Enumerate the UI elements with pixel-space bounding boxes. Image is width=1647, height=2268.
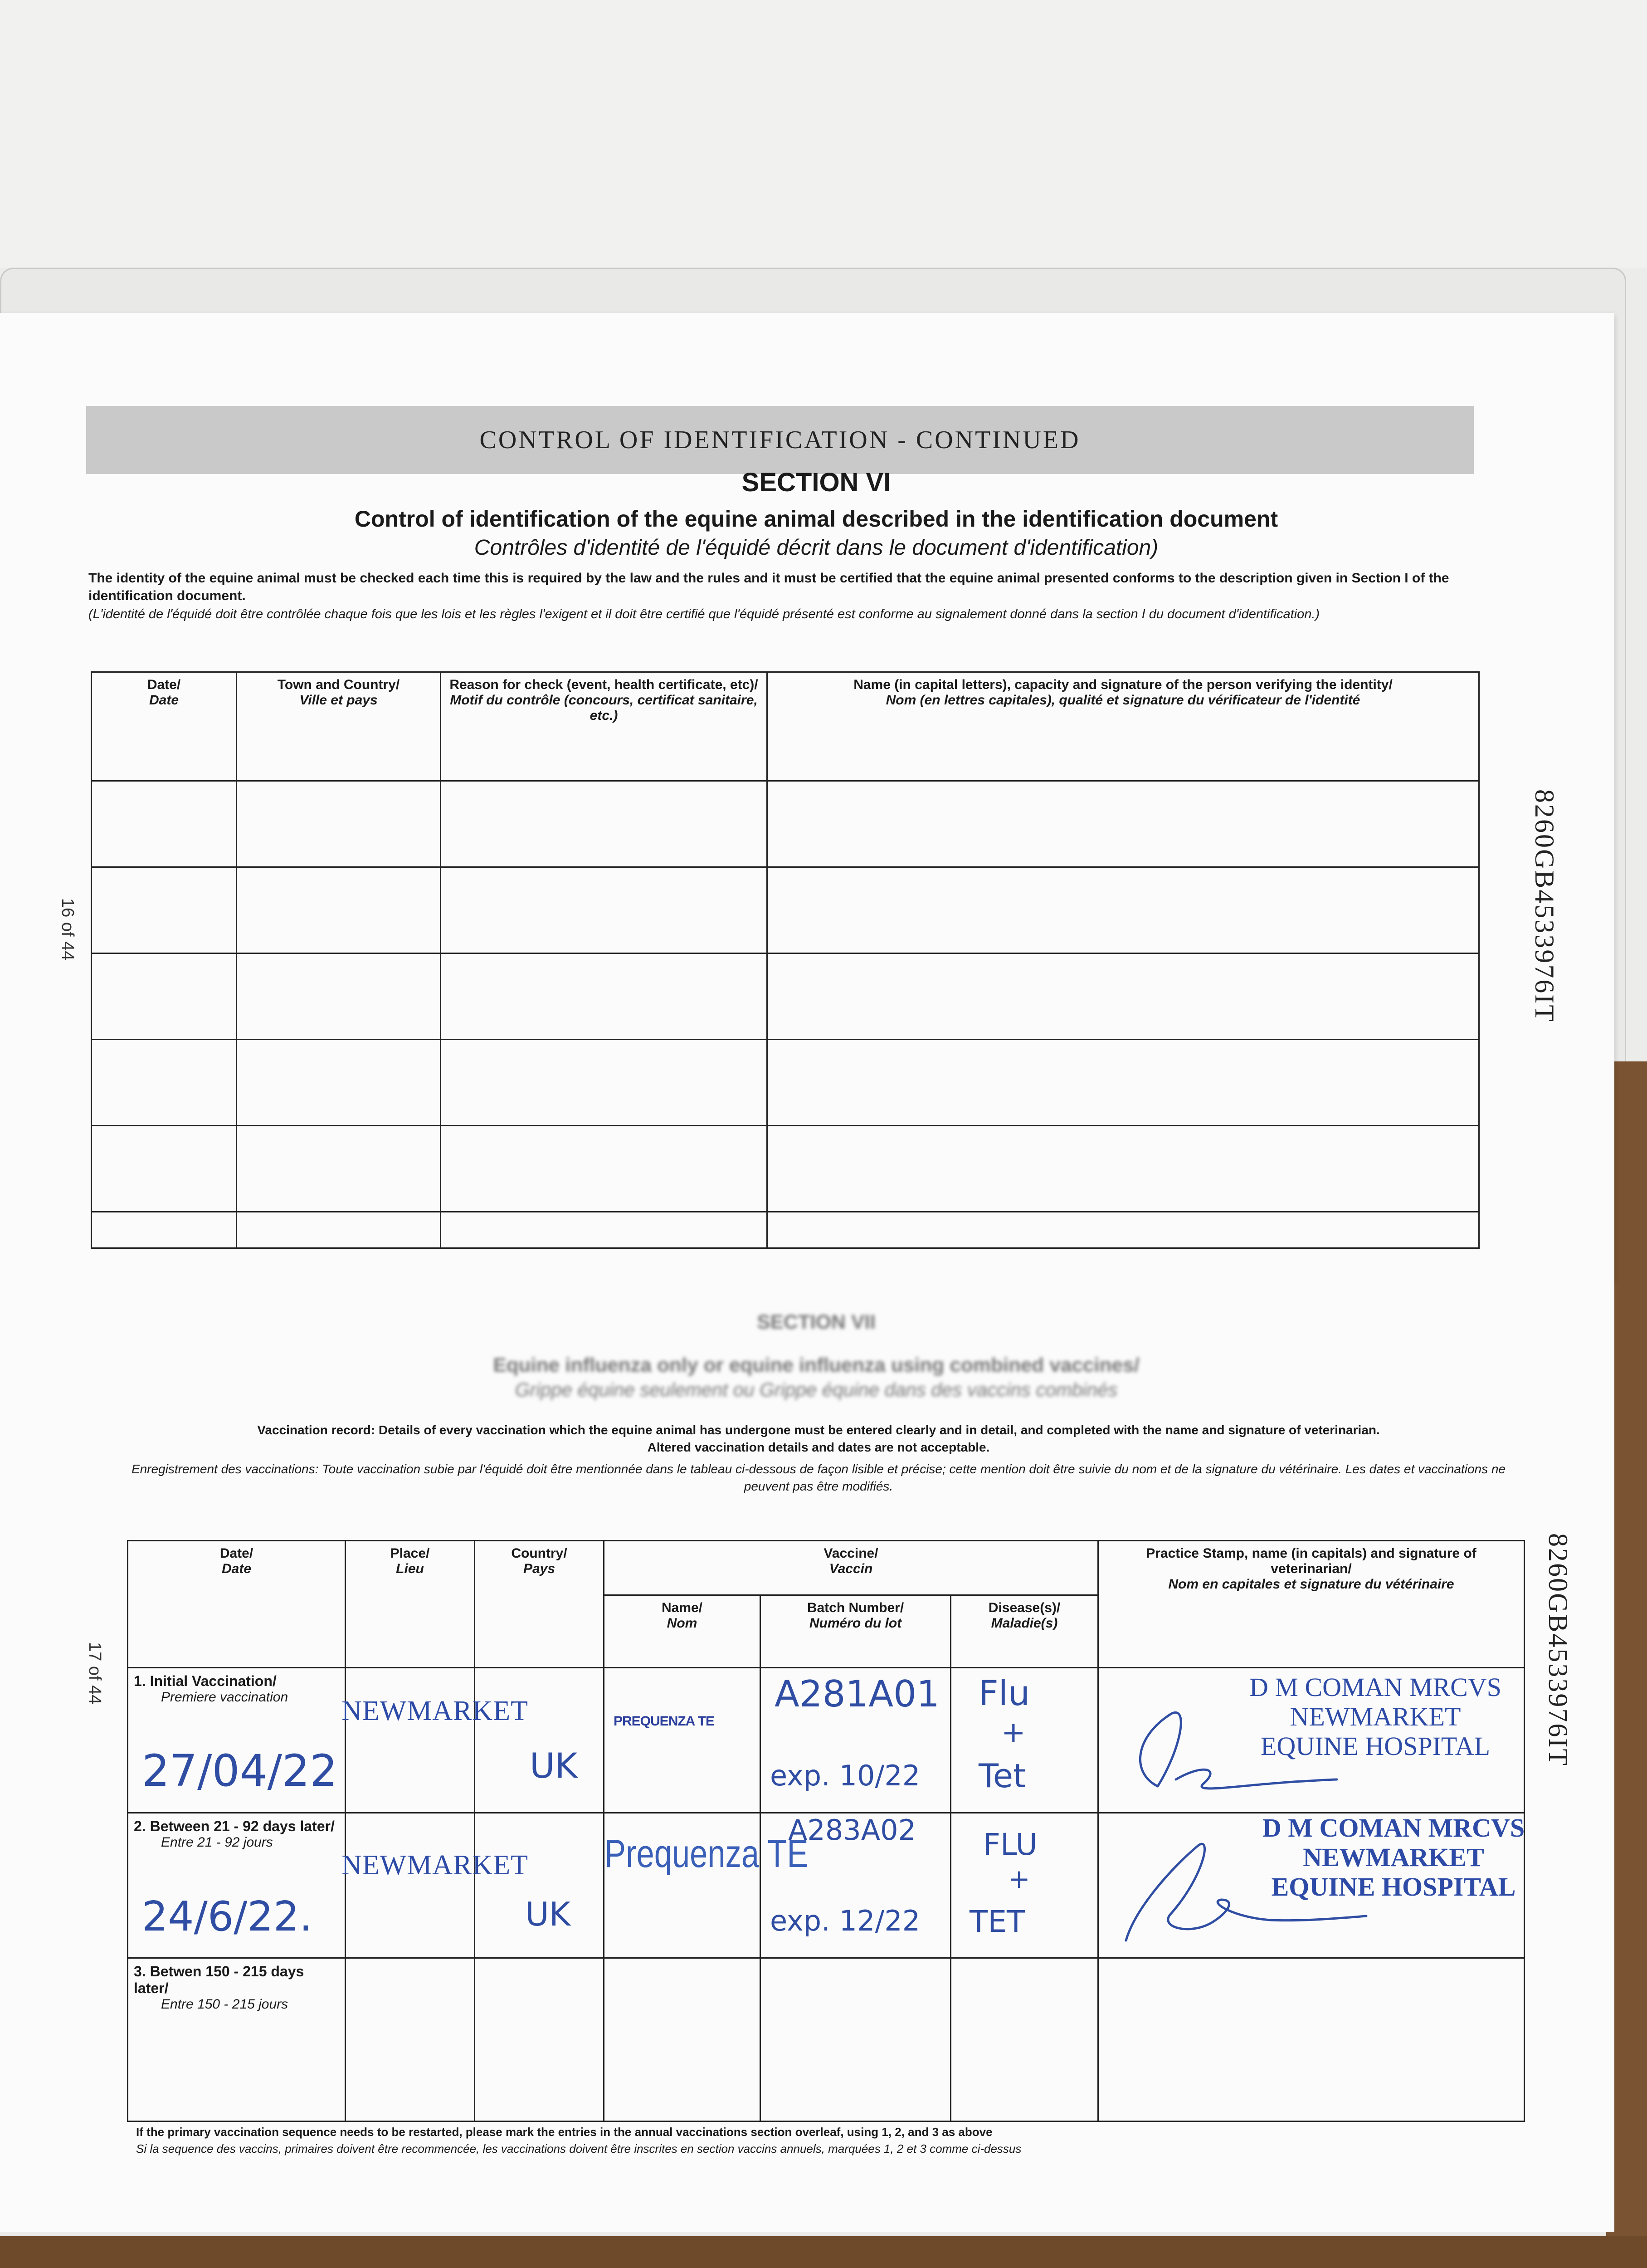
empty-cell[interactable] [767, 781, 1479, 867]
col-vaccine [604, 1541, 1098, 1595]
empty-cell[interactable] [1098, 1958, 1525, 2121]
row2-batch-value: A283A02 [788, 1813, 916, 1847]
row1-stamp-line-3: EQUINE HOSPITAL [1260, 1731, 1491, 1761]
empty-cell[interactable] [767, 867, 1479, 953]
section-vi-intro-fr: (L'identité de l'équidé doit être contrôlée chaque fois que les lois et les règles l'exigent et il doit être certifié que l'équidé présenté est conforme au signalement donné dans la section I du document d'identification.) [88, 607, 1320, 621]
empty-cell[interactable] [441, 1212, 767, 1248]
col-country-en: Country/ [511, 1546, 567, 1561]
footer-note-en: If the primary vaccination sequence needs to be restarted, please mark the entries in the annual vaccinations section overleaf, using 1, 2, and 3 as above [136, 2125, 993, 2139]
col-vaccine-fr: Vaccin [829, 1561, 873, 1576]
empty-cell[interactable] [760, 1958, 951, 2121]
table-row [92, 1126, 1479, 1212]
section-vi-intro-en: The identity of the equine animal must be checked each time this is required by the law and the rules and it must be certified that the equine animal presented conforms to the description given in Section I of the identification document. [88, 571, 1449, 603]
section-vi-heading: SECTION VI [741, 468, 891, 497]
col-town-fr: Ville et pays [299, 693, 378, 708]
vaccination-header-row-1 [128, 1541, 1525, 1595]
row1-place-stamp: NEWMARKET [341, 1696, 528, 1726]
col-verifier-fr: Nom (en lettres capitales), qualité et signature du vérificateur de l'identité [886, 693, 1360, 708]
row2-disease-1: FLU [983, 1827, 1038, 1862]
col-vaccine-en: Vaccine/ [824, 1546, 878, 1561]
section-vii-title-fr: Grippe équine seulement ou Grippe équine dans des vaccins combinés [515, 1379, 1118, 1400]
passport-serial-top: 8260GB4533976IT [1530, 789, 1559, 1023]
row1-date-value: 27/04/22 [142, 1745, 338, 1796]
row2-disease-2: TET [970, 1904, 1025, 1939]
row2-date-value: 24/6/22. [142, 1893, 312, 1941]
row1-place-cell[interactable] [341, 1668, 528, 1813]
section-vii-heading: SECTION VII [757, 1311, 876, 1333]
band-title: CONTROL OF IDENTIFICATION - CONTINUED [479, 426, 1081, 454]
row1-vaccine-name-cell[interactable] [604, 1668, 760, 1813]
row1-expiry-value: exp. 10/22 [770, 1759, 921, 1792]
row1-batch-cell[interactable] [760, 1668, 951, 1813]
row1-stamp-line-2: NEWMARKET [1290, 1701, 1461, 1731]
col-verifier [767, 672, 1479, 781]
row2-vaccine-name-cell[interactable] [604, 1813, 809, 1958]
col-verifier-en: Name (in capital letters), capacity and signature of the person verifying the identity/ [853, 677, 1393, 692]
col-disease [951, 1595, 1098, 1668]
col-name-en: Name/ [661, 1600, 703, 1615]
table-row [92, 867, 1479, 953]
row2-label-fr: Entre 21 - 92 jours [161, 1835, 273, 1850]
empty-cell[interactable] [441, 953, 767, 1040]
col-place-fr: Lieu [396, 1561, 424, 1576]
empty-cell[interactable] [92, 867, 237, 953]
row1-label-en: 1. Initial Vaccination/ [134, 1673, 277, 1689]
empty-cell[interactable] [237, 867, 441, 953]
empty-cell[interactable] [237, 1126, 441, 1212]
col-place [346, 1541, 475, 1668]
table-row [128, 1958, 1525, 2121]
identity-check-header-row [92, 672, 1479, 781]
row1-disease-cell[interactable] [951, 1668, 1098, 1813]
col-batch-fr: Numéro du lot [809, 1616, 902, 1631]
empty-cell[interactable] [92, 953, 237, 1040]
col-date-en: Date/ [147, 677, 181, 692]
identity-check-table [91, 671, 1480, 1249]
col-town-country [237, 672, 441, 781]
empty-cell[interactable] [767, 1040, 1479, 1126]
empty-cell[interactable] [92, 781, 237, 867]
col-country-fr: Pays [523, 1561, 555, 1576]
row2-date-cell[interactable] [128, 1813, 346, 1958]
passport-serial-bottom: 8260GB4533976IT [1543, 1533, 1573, 1767]
table-row [128, 1813, 1525, 1958]
table-row [92, 953, 1479, 1040]
row2-disease-plus: + [1008, 1863, 1030, 1894]
row2-label-en: 2. Between 21 - 92 days later/ [134, 1818, 335, 1834]
row1-label-fr: Premiere vaccination [161, 1690, 288, 1705]
row2-place-cell[interactable] [341, 1813, 528, 1958]
col-batch-en: Batch Number/ [807, 1600, 904, 1615]
empty-cell[interactable] [767, 1126, 1479, 1212]
row1-date-cell[interactable] [128, 1668, 346, 1813]
row1-country-value: UK [530, 1745, 578, 1786]
col-stamp-fr: Nom en capitales et signature du vétérinaire [1168, 1577, 1454, 1592]
vaccination-table [127, 1540, 1525, 2122]
scanner-background [0, 0, 1647, 268]
col-country [475, 1541, 604, 1668]
col-date [92, 672, 237, 781]
col-reason-en: Reason for check (event, health certificate, etc)/ [449, 677, 758, 692]
table-row [92, 781, 1479, 867]
col-vaccine-name [604, 1595, 760, 1668]
empty-cell[interactable] [441, 781, 767, 867]
empty-cell[interactable] [346, 1958, 475, 2121]
col-disease-fr: Maladie(s) [991, 1616, 1058, 1631]
row3-label-en: 3. Betwen 150 - 215 days later/ [134, 1963, 304, 1996]
row1-stamp-line-1: D M COMAN MRCVS [1249, 1672, 1501, 1702]
row2-stamp-cell[interactable] [1098, 1813, 1525, 1958]
row1-vaccine-sticker: PREQUENZA TE [614, 1714, 714, 1729]
row2-disease-cell[interactable] [951, 1813, 1098, 1958]
empty-cell[interactable] [767, 953, 1479, 1040]
empty-cell[interactable] [237, 1212, 441, 1248]
empty-cell[interactable] [441, 867, 767, 953]
row1-signature [1103, 1696, 1339, 1809]
section-vi-title-en: Control of identification of the equine animal described in the identification document [354, 506, 1278, 532]
empty-cell[interactable] [237, 1040, 441, 1126]
table-row [128, 1668, 1525, 1813]
col-town-en: Town and Country/ [277, 677, 400, 692]
row2-stamp-line-3: EQUINE HOSPITAL [1271, 1872, 1516, 1901]
row1-stamp-cell[interactable] [1098, 1668, 1525, 1813]
row1-disease-1: Flu [979, 1673, 1030, 1713]
row2-signature [1099, 1827, 1371, 1963]
empty-cell[interactable] [441, 1126, 767, 1212]
col-practice-stamp [1098, 1541, 1525, 1668]
section-band [86, 406, 1474, 474]
table-row [92, 1040, 1479, 1126]
row2-stamp-line-1: D M COMAN MRCVS [1262, 1813, 1525, 1843]
footer-note-fr: Si la sequence des vaccins, primaires doivent être recommencée, les vaccinations doivent être inscrites en section vaccins annuels, marquées 1, 2 et 3 comme ci-dessus [136, 2142, 1022, 2156]
row2-stamp-line-2: NEWMARKET [1303, 1842, 1484, 1872]
empty-cell[interactable] [92, 1040, 237, 1126]
row2-vaccine-stamp: Prequenza TE [604, 1832, 809, 1876]
col-vacc-date-fr: Date [221, 1561, 252, 1576]
row3-label-fr: Entre 150 - 215 jours [161, 1997, 288, 2012]
row1-batch-value: A281A01 [775, 1673, 940, 1715]
row2-batch-cell[interactable] [760, 1813, 951, 1958]
col-place-en: Place/ [390, 1546, 430, 1561]
empty-cell[interactable] [951, 1958, 1098, 2121]
section-vii-title-en: Equine influenza only or equine influenza using combined vaccines/ [493, 1354, 1140, 1376]
empty-cell[interactable] [92, 1126, 237, 1212]
row2-country-value: UK [525, 1895, 570, 1933]
row2-country-cell[interactable] [475, 1813, 604, 1958]
vaccination-intro-en-1: Vaccination record: Details of every vaccination which the equine animal has undergone must be entered clearly and in detail, and completed with the name and signature of veterinarian. [257, 1423, 1380, 1437]
empty-cell[interactable] [92, 1212, 237, 1248]
row2-place-stamp: NEWMARKET [341, 1850, 528, 1881]
vaccination-intro-fr: Enregistrement des vaccinations: Toute vaccination subie par l'équidé doit être mentionnée dans le tableau ci-dessous de façon lisible et précise; cette mention doit être suivie du nom et de la signature du vétérinaire. Les dates et vaccinations ne peuvent pas être modifiés. [131, 1462, 1506, 1493]
table-row [92, 1212, 1479, 1248]
col-date-fr: Date [149, 693, 179, 708]
row2-expiry-value: exp. 12/22 [770, 1904, 921, 1937]
col-stamp-en: Practice Stamp, name (in capitals) and signature of veterinarian/ [1146, 1546, 1476, 1576]
col-reason-fr: Motif du contrôle (concours, certificat sanitaire, etc.) [450, 693, 758, 723]
row1-disease-2: Tet [979, 1757, 1026, 1795]
col-vacc-date-en: Date/ [219, 1546, 253, 1561]
empty-cell[interactable] [441, 1040, 767, 1126]
col-disease-en: Disease(s)/ [988, 1600, 1061, 1615]
empty-cell[interactable] [475, 1958, 604, 2121]
empty-cell[interactable] [604, 1958, 760, 2121]
empty-cell[interactable] [237, 781, 441, 867]
empty-cell[interactable] [767, 1212, 1479, 1248]
row3-date-cell[interactable] [128, 1958, 346, 2121]
page-number-16: 16 of 44 [58, 898, 77, 961]
vaccination-intro-en-2: Altered vaccination details and dates are not acceptable. [647, 1440, 990, 1454]
col-vacc-date [128, 1541, 346, 1668]
col-name-fr: Nom [667, 1616, 697, 1631]
section-vi-title-fr: Contrôles d'identité de l'équidé décrit dans le document d'identification) [474, 536, 1159, 560]
row1-country-cell[interactable] [475, 1668, 604, 1813]
page-number-17: 17 of 44 [85, 1642, 104, 1705]
row1-disease-plus: + [1001, 1716, 1026, 1750]
leather-cover-bottom [0, 2236, 1647, 2268]
empty-cell[interactable] [237, 953, 441, 1040]
col-batch [760, 1595, 951, 1668]
col-reason [441, 672, 767, 781]
